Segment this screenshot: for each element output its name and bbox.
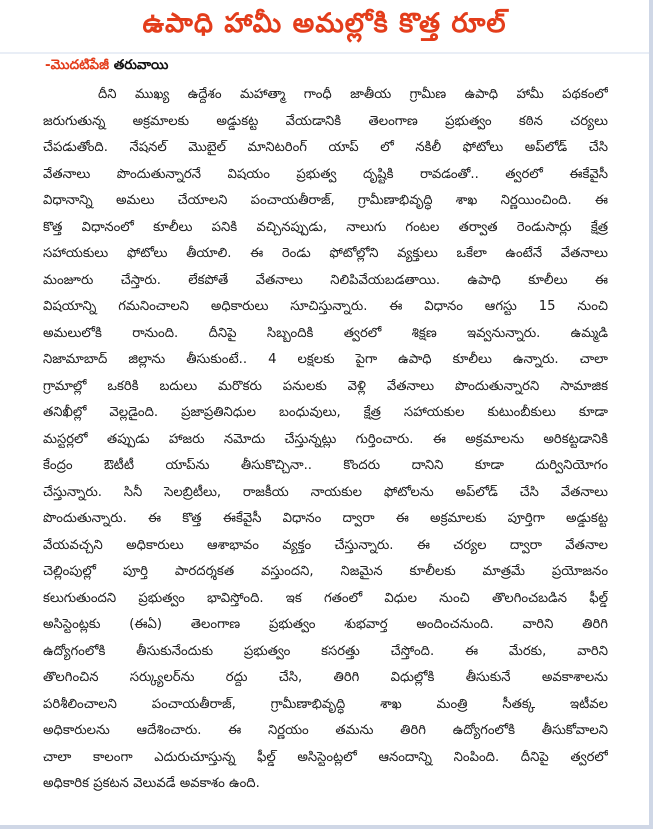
body-line: అధికారులను ఆదేశించారు. ఈ నిర్ణయం తమను తిరిగి ఉద్యోగంలోకి తీసుకోవాలని	[43, 723, 608, 738]
body-line: చాలా కాలంగా ఎదురుచూస్తున్న ఫీల్డ్ అసిస్టెంట్లలో ఆనందాన్ని నింపింది. దీనిపై త్వరలో	[43, 749, 608, 765]
body-line: తనిఖీల్లో వెల్లడైంది. ప్రజాప్రతినిధుల బంధువులు, క్షేత్ర సహాయకుల కుటుంబీకులు కూడా	[43, 405, 608, 420]
article-headline: ఉపాధి హామీ అమల్లోకి కొత్త రూల్	[142, 8, 507, 39]
body-line: చేస్తున్నారు. సినీ సెలబ్రిటీలు, రాజకీయ నాయకుల ఫోటోలను అప్‌లోడ్ చేసి వేతనాలు	[43, 484, 608, 500]
body-line: అమలులోకి రానుంది. దీనిపై సిబ్బందికి త్వరలో శిక్షణ ఇవ్వనున్నారు. ఉమ్మడి	[43, 325, 608, 341]
body-line: జరుగుతున్న అక్రమాలకు అడ్డుకట్ట వేయడానికి తెలంగాణ ప్రభుత్వం కఠిన చర్యలు	[43, 113, 608, 129]
body-line: పొందుతున్నారు. ఈ కొత్త ఈకేవైసీ విధానం ద్వారా ఈ అక్రమాలకు పూర్తిగా అడ్డుకట్ట	[43, 511, 608, 526]
body-line: కలుగుతుందని ప్రభుత్వం భావిస్తోంది. ఇక గతంలో విధుల నుంచి తొలగించబడిన ఫీల్డ్	[43, 590, 608, 606]
body-line: మస్టర్లలో తప్పుడు హాజరు నమోదు చేస్తున్నట్లు గుర్తించారు. ఈ అక్రమాలను అరికట్టడానికి	[43, 431, 608, 447]
body-line: అసిస్టెంట్లకు (ఈఏ) తెలంగాణ ప్రభుత్వం శుభవార్త అందించనుంది. వారిని తిరిగి	[43, 617, 608, 632]
byline-source: మొదటిపేజీ	[50, 57, 109, 73]
body-line: అధికారిక ప్రకటన వెలువడే అవకాశం ఉంది.	[43, 776, 260, 791]
byline-dash: -	[45, 57, 51, 73]
byline-author: తరువాయి	[113, 57, 169, 73]
body-line: పరిశీలించాలని పంచాయతీరాజ్, గ్రామీణాభివృద్ధి శాఖ మంత్రి సీతక్క ఇటీవల	[43, 696, 608, 712]
body-line: చెల్లింపుల్లో పూర్తి పారదర్శకత వస్తుందని, నిజమైన కూలీలకు మాత్రమే ప్రయోజనం	[43, 564, 608, 579]
body-line: గ్రామాల్లో ఒకరికి బదులు మరొకరు పనులకు వెళ్లి వేతనాలు పొందుతున్నారని సామాజిక	[43, 378, 608, 394]
byline	[45, 57, 168, 76]
body-line: వేతనాలు పొందుతున్నారనే విషయం ప్రభుత్వ దృష్టికి రావడంతో.. త్వరలో ఈకేవైసీ	[43, 166, 608, 182]
body-line: ఉద్యోగంలోకి తీసుకునేందుకు ప్రభుత్వం కసరత్తు చేస్తోంది. ఈ మేరకు, వారిని	[43, 643, 608, 659]
body-line: విధానాన్ని అమలు చేయాలని పంచాయతీరాజ్, గ్రామీణాభివృద్ధి శాఖ నిర్ణయించింది. ఈ	[43, 193, 608, 208]
headline-bar	[0, 0, 649, 54]
body-line: దీని ముఖ్య ఉద్దేశం మహాత్మా గాంధీ జాతీయ గ్రామీణ ఉపాధి హామీ పథకంలో	[98, 87, 608, 102]
body-line: చేపడుతోంది. నేషనల్ మొబైల్ మానిటరింగ్ యాప్ లో నకిలీ ఫోటోలు అప్‌లోడ్ చేసి	[43, 140, 608, 155]
body-line: సహాయకులు ఫోటోలు తీయాలి. ఈ రెండు ఫోటోల్లోని వ్యక్తులు ఒకేలా ఉంటేనే వేతనాలు	[43, 246, 608, 261]
body-line: విషయాన్ని గమనించాలని అధికారులు సూచిస్తున్నారు. ఈ విధానం ఆగస్టు 15 నుంచి	[43, 299, 608, 314]
body-line: నిజామాబాద్ జిల్లాను తీసుకుంటే.. 4 లక్షలకు పైగా ఉపాధి కూలీలు ఉన్నారు. చాలా	[43, 352, 608, 367]
body-line: తొలగించిన సర్క్యులర్‌ను రద్దు చేసి, తిరిగి విధుల్లోకి తీసుకునే అవకాశాలను	[43, 670, 608, 685]
article-body	[43, 82, 608, 798]
body-line: మంజూరు చేస్తారు. లేకపోతే వేతనాలు నిలిపివేయబడతాయి. ఉపాధి కూలీలు ఈ	[43, 272, 608, 288]
body-line: కేంద్రం ఔటీటీ యాప్‌ను తీసుకొచ్చినా.. కొందరు దానిని కూడా దుర్వినియోగం	[43, 458, 608, 473]
body-line: వేయవచ్చని అధికారులు ఆశాభావం వ్యక్తం చేస్తున్నారు. ఈ చర్యల ద్వారా వేతనాల	[43, 537, 608, 553]
body-line: కొత్త విధానంలో కూలీలు పనికి వచ్చినప్పుడు, నాలుగు గంటల తర్వాత రెండుసార్లు క్షేత్ర	[43, 219, 608, 235]
